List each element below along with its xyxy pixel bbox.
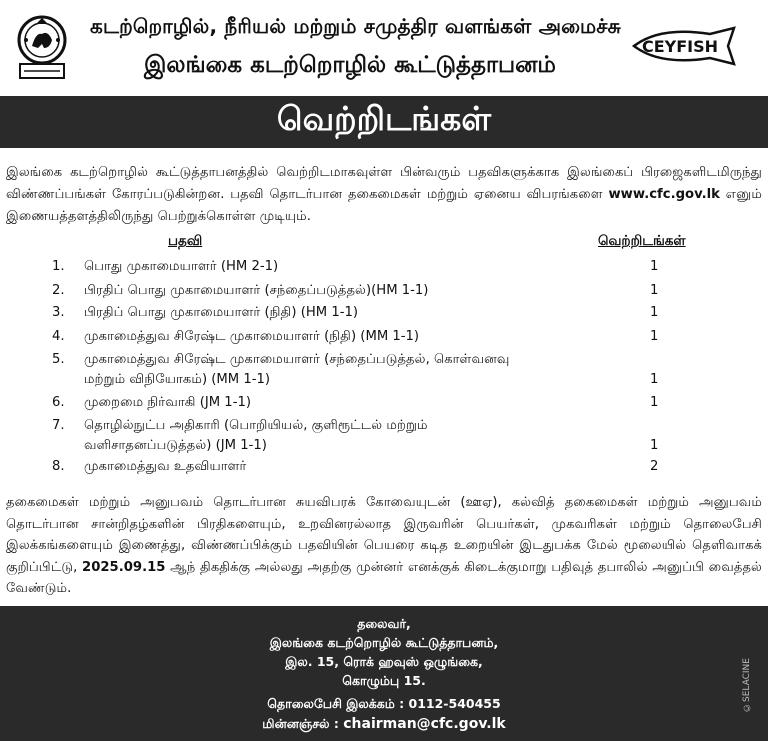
row-number: 3. — [52, 305, 65, 320]
instructions-text-1: தகைமைகள் மற்றும் அனுபவம் தொடர்பான சுயவிபரக் கோவையுடன் (ஊஏ), கல்வித் தகைமைகள் மற்றும் அனுபவம் தொடர்பான சான்றிதழ்களின் பிரதிகளையும், உறவினரல்லாத இருவரின் பெயர்கள், முகவரிகள் மற்றும் தொலைபேசி இலக்கங்களையும் இணைத்து, விண்ணப்பிக்கும் பதவியின் பெயரை கடித உறையின் இடதுபக்க மேல் மூலையில் தெளிவாகக் குறிப்பிட்டு, — [6, 495, 762, 575]
row-number: 2. — [52, 283, 65, 298]
intro-text-2: எனும் இணையத்தளத்திலிருந்து பெற்றுக்கொள்ள முடியும். — [6, 187, 762, 224]
vacancies-banner — [0, 96, 768, 148]
watermark: ©SELACINE — [742, 658, 752, 712]
post-name: தொழில்நுட்ப அதிகாரி (பொறியியல், குளிரூட்டல் மற்றும் வளிசாதனப்படுத்தல்) (JM 1-1) — [84, 418, 428, 453]
vacancy-count: 1 — [650, 329, 659, 344]
post-name: பிரதிப் பொது முகாமையாளர் (சந்தைப்படுத்தல்)(HM 1-1) — [84, 283, 429, 298]
vacancy-count: 1 — [650, 372, 659, 387]
vacancy-count: 1 — [650, 305, 659, 320]
vacancy-count: 1 — [650, 395, 659, 410]
logo-text: CEYFISH — [641, 37, 719, 56]
row-number: 4. — [52, 329, 65, 344]
phone-number: 0112-540455 — [408, 696, 501, 711]
footer-org: இலங்கை கடற்றொழில் கூட்டுத்தாபனம், — [269, 635, 499, 650]
website-link[interactable]: www.cfc.gov.lk — [608, 187, 720, 202]
row-number: 6. — [52, 395, 65, 410]
closing-date: 2025.09.15 — [82, 559, 166, 575]
footer-phone — [0, 696, 768, 713]
post-name: முகாமைத்துவ உதவியாளர் — [84, 459, 247, 474]
corporation-name: இலங்கை கடற்றொழில் கூட்டுத்தாபனம் — [144, 52, 556, 78]
post-name: முகாமைத்துவ சிரேஷ்ட முகாமையாளர் (நிதி) (MM 1-1) — [84, 329, 420, 344]
vacancy-count: 1 — [650, 283, 659, 298]
footer-address-2: கொழும்பு 15. — [342, 673, 426, 688]
phone-label: தொலைபேசி இலக்கம் : — [267, 696, 405, 711]
post-name: முறைமை நிர்வாகி (JM 1-1) — [84, 395, 251, 410]
vacancy-count: 1 — [650, 438, 659, 453]
row-number: 7. — [52, 418, 65, 433]
footer-address-1: இல. 15, ரொக் ஹவுஸ் ஒழுங்கை, — [285, 654, 483, 669]
instructions-text-2: ஆந் திகதிக்கு அல்லது அதற்கு முன்னர் எனக்குக் கிடைக்குமாறு பதிவுத் தபாலில் அனுப்பி வைத்தல் வேண்டும். — [6, 559, 762, 596]
banner-title: வெற்றிடங்கள் — [276, 99, 492, 138]
post-name: முகாமைத்துவ சிரேஷ்ட முகாமையாளர் (சந்தைப்படுத்தல், கொள்வனவு மற்றும் விநியோகம்) (MM 1-1) — [84, 352, 510, 387]
email-label: மின்னஞ்சல் : — [262, 716, 339, 731]
row-number: 1. — [52, 259, 65, 274]
footer-email — [0, 716, 768, 733]
row-number: 5. — [52, 352, 65, 367]
ceyfish-logo — [630, 24, 750, 68]
application-instructions — [6, 492, 762, 600]
post-name: பிரதிப் பொது முகாமையாளர் (நிதி) (HM 1-1) — [84, 305, 359, 320]
vacancy-count: 2 — [650, 459, 659, 474]
header-vacancies: வெற்றிடங்கள் — [598, 233, 686, 249]
header-post: பதவி — [168, 233, 203, 249]
intro-text-1: இலங்கை கடற்றொழில் கூட்டுத்தாபனத்தில் வெற்றிடமாகவுள்ள பின்வரும் பதவிகளுக்காக இலங்கைப் பிரஜைகளிடமிருந்து விண்ணப்பங்கள் கோரப்படுகின்றன. பதவி தொடர்பான தகைமைகள் மற்றும் ஏனைய விபரங்களை — [6, 165, 762, 202]
row-number: 8. — [52, 459, 65, 474]
footer-title: தலைவர், — [357, 616, 411, 631]
email-address[interactable]: chairman@cfc.gov.lk — [343, 716, 506, 732]
header — [0, 0, 768, 92]
intro-paragraph — [6, 162, 762, 228]
vacancy-count: 1 — [650, 259, 659, 274]
contact-footer — [0, 606, 768, 741]
ministry-name: கடற்றொழில், நீரியல் மற்றும் சமுத்திர வளங்கள் அமைச்சு — [90, 14, 621, 38]
sri-lanka-emblem-icon — [16, 10, 68, 82]
post-name: பொது முகாமையாளர் (HM 2-1) — [84, 259, 279, 274]
